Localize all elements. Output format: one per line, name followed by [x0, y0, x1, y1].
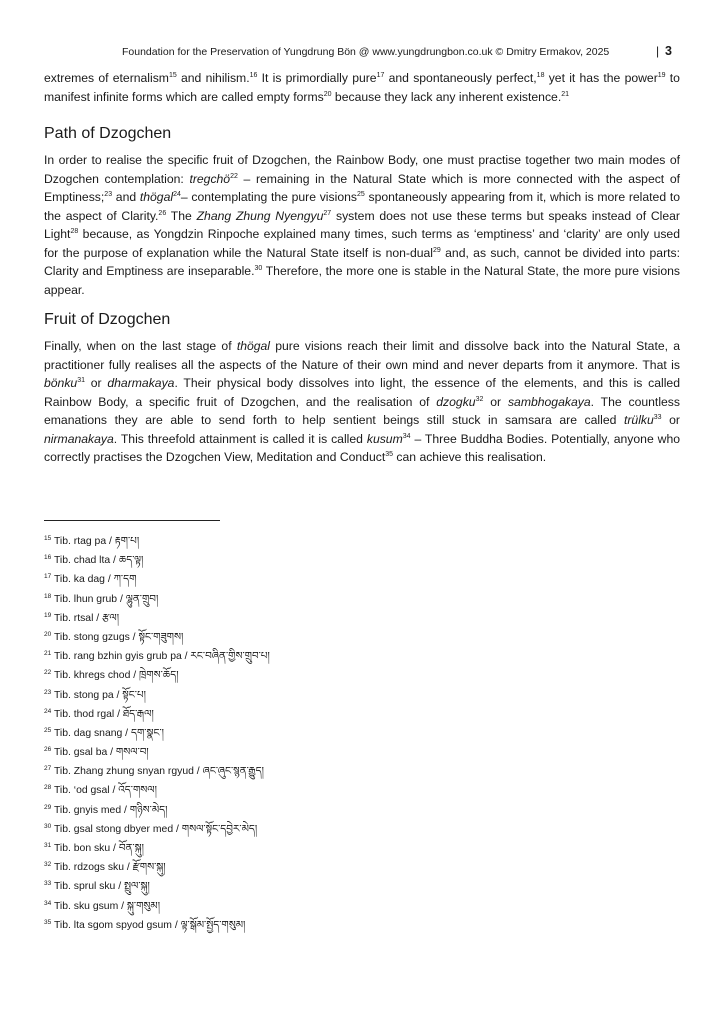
footnote-item: $^{27}$ Tib. Zhang zhung snyan rgyud / ཞང་ཞུང་སྙན་རྒྱུད།: [44, 765, 264, 778]
footnote-ref[interactable]: 31: [77, 377, 86, 384]
footnotes-list: [44, 530, 644, 933]
footnote-item: $^{17}$ Tib. ka dag / ཀ་དག: [44, 573, 137, 586]
footnote-ref[interactable]: 34: [402, 432, 411, 440]
footnote-ref[interactable]: 26: [158, 209, 167, 217]
header-separator: |: [656, 44, 660, 58]
footnote-item: $^{16}$ Tib. chad lta / ཆད་ལྟ།: [44, 554, 144, 567]
footnote-ref[interactable]: 16: [249, 72, 258, 79]
footnote-item: $^{30}$ Tib. gsal stong dbyer med / གསལ་སྟོང་དབྱེར་མེད།: [44, 822, 258, 835]
footnote-item: $^{29}$ Tib. gnyis med / གཉིས་མེད།: [44, 803, 168, 816]
footnote-item: $^{31}$ Tib. bon sku / བོན་སྐུ།: [44, 842, 144, 854]
footnote-ref[interactable]: 33: [653, 414, 662, 421]
footnote-item: $^{15}$ Tib. rtag pa / རྟག་པ།: [44, 535, 140, 547]
footnote-item: $^{34}$ Tib. sku gsum / སྐུ་གསུམ།: [44, 899, 161, 912]
footnote-ref[interactable]: 35: [385, 451, 394, 458]
header-text: Foundation for the Preservation of Yungdrung Bön @ www.yungdrungbon.co.uk © Dmitry Ermakov, 2025: [122, 46, 610, 58]
section-heading-fruit: Fruit of Dzogchen: [44, 311, 171, 328]
intro-paragraph: extremes of eternalism$^{15}$ and nihilism.$^{16}$ It is primordially pure$^{17}$ and spontaneously perfect,$^{18}$ yet it has the power$^{19}$ to manifest infinite forms which are called empty forms$^{20}$ because they lack any inherent existence.$^{21}$: [44, 71, 680, 104]
footnote-divider: [44, 520, 220, 521]
footnote-item: $^{26}$ Tib. gsal ba / གསལ་བ།: [44, 746, 149, 759]
footnote-ref[interactable]: 25: [356, 191, 365, 198]
footnote-item: $^{22}$ Tib. khregs chod / ཁྲེགས་ཆོད།: [44, 669, 179, 682]
footnote-item: $^{19}$ Tib. rtsal / རྩལ།: [44, 611, 120, 624]
footnote-ref[interactable]: 18: [536, 72, 545, 79]
footnote-item: $^{25}$ Tib. dag snang / དག་སྣང་།: [44, 726, 164, 739]
footnote-ref[interactable]: 20: [323, 90, 332, 98]
footnote-ref[interactable]: 28: [70, 228, 79, 235]
fruit-paragraph: Finally, when on the last stage of thögal pure visions reach their limit and dissolve back into the Natural State, a practitioner fully realises all the aspects of the Nature of their own mind and never departs from it anymore. That is bönku$^{31}$ or dharmakaya. Their physical body dissolves into light, the essence of the elements, and this is called Rainbow Body, a specific fruit of Dzogchen, and the realisation of dzogku$^{32}$ or sambhogakaya. The countless emanations they are able to send forth to help sentient beings still stuck in samsara are called trülku$^{33}$ or nirmanakaya. This threefold attainment is called it is called kusum$^{34}$ – Three Buddha Bodies. Potentially, anyone who correctly practises the Dzogchen View, Meditation and Conduct$^{35}$ can achieve this realisation.: [44, 339, 680, 464]
footnote-item: $^{32}$ Tib. rdzogs sku / རྫོགས་སྐུ།: [44, 861, 166, 874]
footnote-item: $^{21}$ Tib. rang bzhin gyis grub pa / རང་བཞིན་གྱིས་གྲུབ་པ།: [44, 650, 270, 663]
section-heading-path: Path of Dzogchen: [44, 125, 172, 142]
footnote-item: $^{28}$ Tib. ‘od gsal / འོད་གསལ།: [44, 784, 157, 797]
footnote-ref[interactable]: 23: [104, 191, 113, 198]
path-paragraph: In order to realise the specific fruit of Dzogchen, the Rainbow Body, one must practise together two main modes of Dzogchen contemplation: tregchö$^{22}$ – remaining in the Natural State which is more connected with the aspect of Emptiness;$^{23}$ and thögal$^{24}$– contemplating the pure visions$^{25}$ spontaneously appearing from it, which is more related to the aspect of Clarity.$^{26}$ The Zhang Zhung Nyengyu$^{27}$ system does not use these terms but speaks instead of Clear Light$^{28}$ because, as Yongdzin Rinpoche explained many times, such terms as ‘emptiness’ and ‘clarity’ are only used for the purpose of explanation while the Natural State itself is non-dual$^{29}$ and, as such, cannot be divided into parts: Clarity and Emptiness are inseparable.$^{30}$ Therefore, the more one is stable in the Natural State, the more pure visions appear.: [44, 153, 681, 297]
footnote-ref[interactable]: 27: [323, 209, 332, 217]
footnote-item: $^{35}$ Tib. lta sgom spyod gsum / ལྟ་སྒོམ་སྤྱོད་གསུམ།: [44, 918, 246, 931]
footnote-ref[interactable]: 21: [561, 90, 570, 98]
footnote-item: $^{24}$ Tib. thod rgal / ཐོད་རྒལ།: [44, 707, 154, 720]
footnote-item: $^{18}$ Tib. lhun grub / ལྷུན་གྲུབ།: [44, 592, 159, 605]
footnote-item: $^{20}$ Tib. stong gzugs / སྟོང་གཟུགས།: [44, 630, 184, 643]
footnote-item: $^{33}$ Tib. sprul sku / སྤྲུལ་སྐུ།: [44, 880, 150, 893]
footnote-ref[interactable]: 19: [657, 72, 666, 79]
footnote-ref[interactable]: 22: [230, 172, 238, 180]
footnote-ref[interactable]: 15: [168, 72, 177, 79]
footnote-ref[interactable]: 24: [173, 191, 181, 198]
footnote-item: $^{23}$ Tib. stong pa / སྟོང་པ།: [44, 688, 146, 701]
page-number: 3: [665, 44, 672, 58]
footnote-ref[interactable]: 29: [433, 246, 441, 254]
footnote-ref[interactable]: 32: [475, 395, 484, 403]
page-header: [44, 44, 680, 62]
footnote-ref[interactable]: 30: [254, 265, 263, 272]
footnote-ref[interactable]: 17: [376, 72, 385, 79]
